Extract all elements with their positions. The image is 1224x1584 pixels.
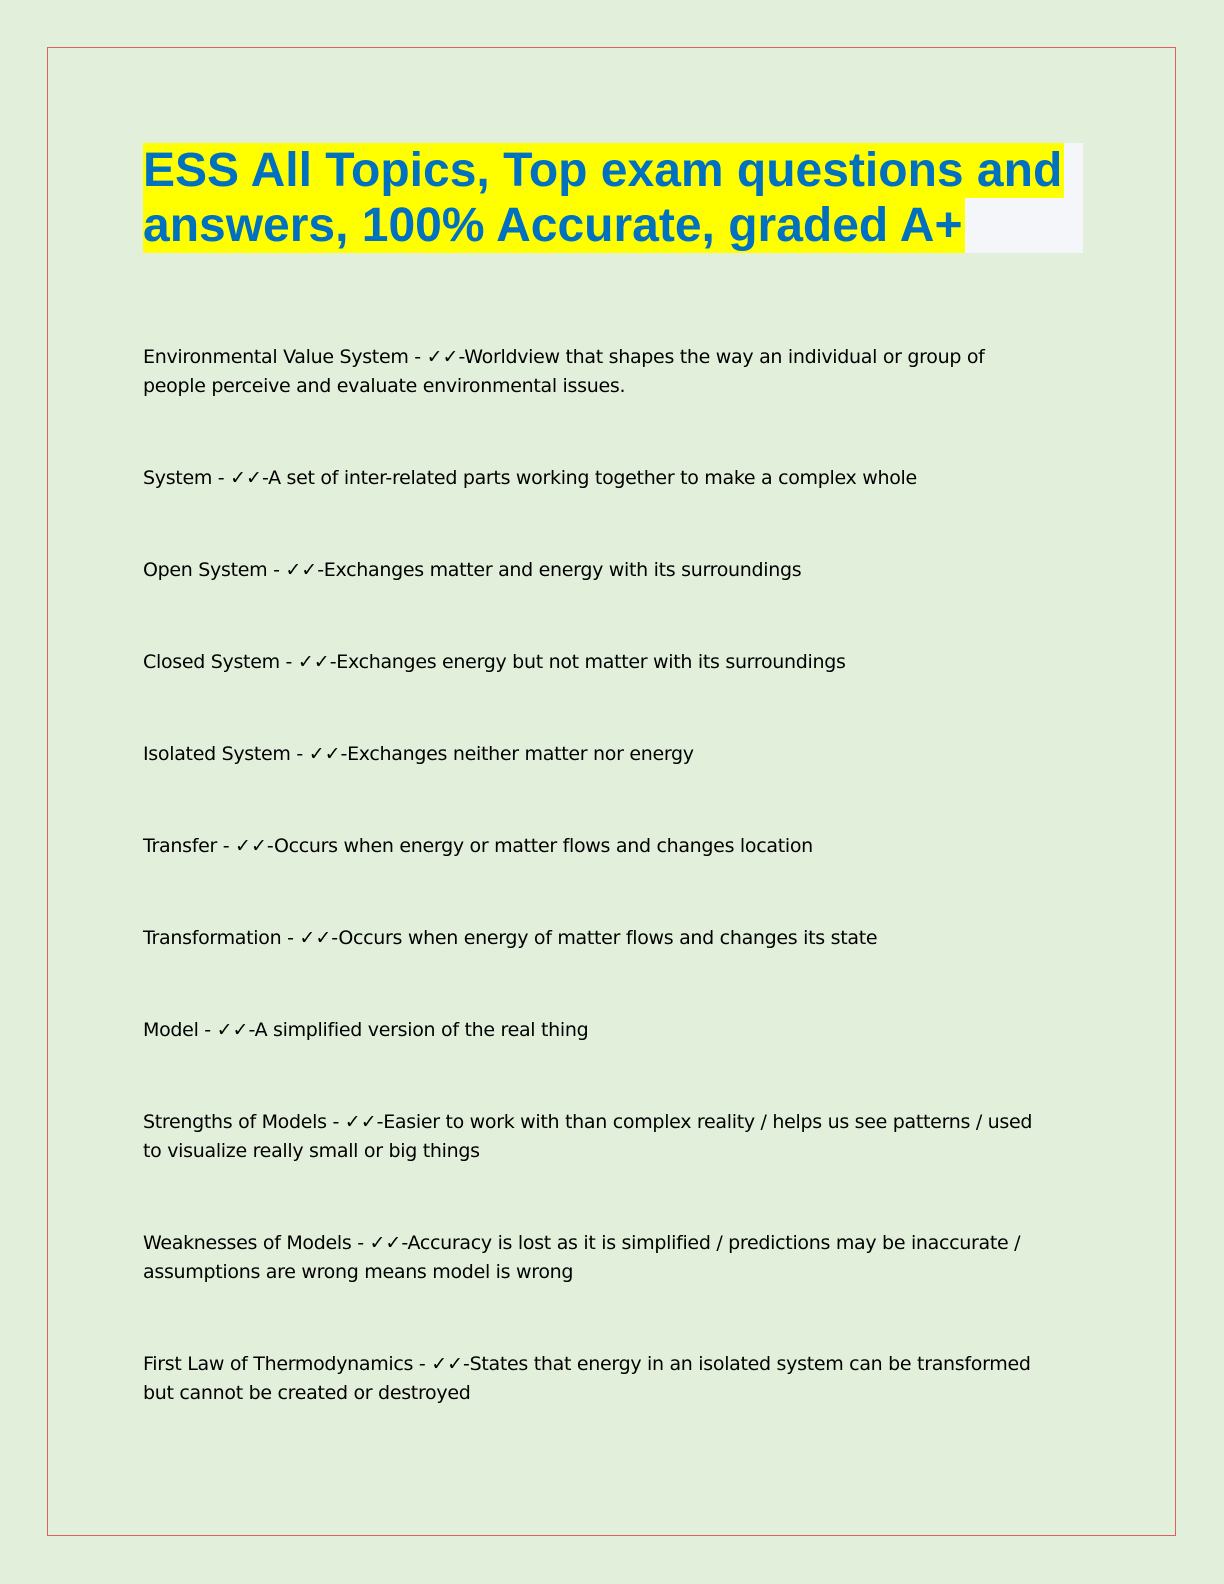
check-mark-icon: ✓✓ [344, 1111, 377, 1133]
entry-term: Weaknesses of Models [143, 1232, 352, 1254]
check-mark-icon: ✓✓ [426, 346, 459, 368]
entry-term: System [143, 467, 213, 489]
entry-definition: A set of inter-related parts working together to make a complex whole [268, 467, 917, 489]
check-mark-icon: ✓✓ [369, 1232, 402, 1254]
entry-term: First Law of Thermodynamics [143, 1353, 414, 1375]
check-mark-icon: ✓✓ [216, 1019, 249, 1041]
entry-term: Transfer [143, 835, 217, 857]
qa-entry-closed-system: Closed System - ✓✓-Exchanges energy but not matter with its surroundings [143, 651, 846, 673]
qa-entry-isolated-system: Isolated System - ✓✓-Exchanges neither matter nor energy [143, 743, 694, 765]
check-mark-icon: ✓✓ [431, 1353, 464, 1375]
entry-definition: Exchanges energy but not matter with its surroundings [336, 651, 846, 673]
document-title [143, 143, 1083, 253]
entry-definition: Occurs when energy or matter flows and changes location [273, 835, 813, 857]
entry-definition: Accuracy is lost as it is simplified / predictions may be inaccurate / assumptions are wrong means model is wrong [143, 1232, 1021, 1283]
check-mark-icon: ✓✓ [299, 927, 332, 949]
check-mark-icon: ✓✓ [308, 743, 341, 765]
qa-entry-weaknesses-of-models: Weaknesses of Models - ✓✓-Accuracy is lost as it is simplified / predictions may be inaccurate / assumptions are wrong means model is wrong [143, 1232, 1021, 1283]
entry-definition: Easier to work with than complex reality / helps us see patterns / used to visualize really small or big things [143, 1111, 1033, 1162]
title-line-1: ESS All Topics, Top exam questions and [143, 144, 1063, 197]
check-mark-icon: ✓✓ [297, 651, 330, 673]
check-mark-icon: ✓✓ [235, 835, 267, 857]
entry-term: Isolated System [143, 743, 291, 765]
entry-definition: Occurs when energy of matter flows and changes its state [338, 927, 878, 949]
entry-definition: A simplified version of the real thing [254, 1019, 589, 1041]
entry-term: Open System [143, 559, 268, 581]
qa-entry-environmental-value-system: Environmental Value System - ✓✓-Worldview that shapes the way an individual or group of people perceive and evaluate environmental issues. [143, 346, 985, 397]
qa-entry-system: System - ✓✓-A set of inter-related parts working together to make a complex whole [143, 467, 917, 489]
qa-entry-strengths-of-models: Strengths of Models - ✓✓-Easier to work with than complex reality / helps us see patterns / used to visualize really small or big things [143, 1111, 1033, 1162]
entry-definition: Exchanges neither matter nor energy [347, 743, 694, 765]
title-line-2: answers, 100% Accurate, graded A+ [143, 199, 963, 252]
entry-definition: States that energy in an isolated system can be transformed but cannot be created or destroyed [143, 1353, 1031, 1404]
entry-term: Model [143, 1019, 199, 1041]
entry-definition: Exchanges matter and energy with its surroundings [323, 559, 802, 581]
entry-term: Strengths of Models [143, 1111, 327, 1133]
entry-definition: Worldview that shapes the way an individual or group of people perceive and evaluate environmental issues. [143, 346, 985, 397]
qa-entry-transformation: Transformation - ✓✓-Occurs when energy of matter flows and changes its state [143, 927, 878, 949]
check-mark-icon: ✓✓ [285, 559, 318, 581]
entry-term: Environmental Value System [143, 346, 409, 368]
qa-entry-first-law-of-thermodynamics: First Law of Thermodynamics - ✓✓-States that energy in an isolated system can be transformed but cannot be created or destroyed [143, 1353, 1031, 1404]
qa-list [143, 343, 1043, 1408]
entry-term: Transformation [143, 927, 282, 949]
qa-entry-model: Model - ✓✓-A simplified version of the real thing [143, 1019, 589, 1041]
qa-entry-open-system: Open System - ✓✓-Exchanges matter and energy with its surroundings [143, 559, 802, 581]
qa-entry-transfer: Transfer - ✓✓-Occurs when energy or matter flows and changes location [143, 835, 813, 857]
entry-term: Closed System [143, 651, 280, 673]
check-mark-icon: ✓✓ [230, 467, 262, 489]
